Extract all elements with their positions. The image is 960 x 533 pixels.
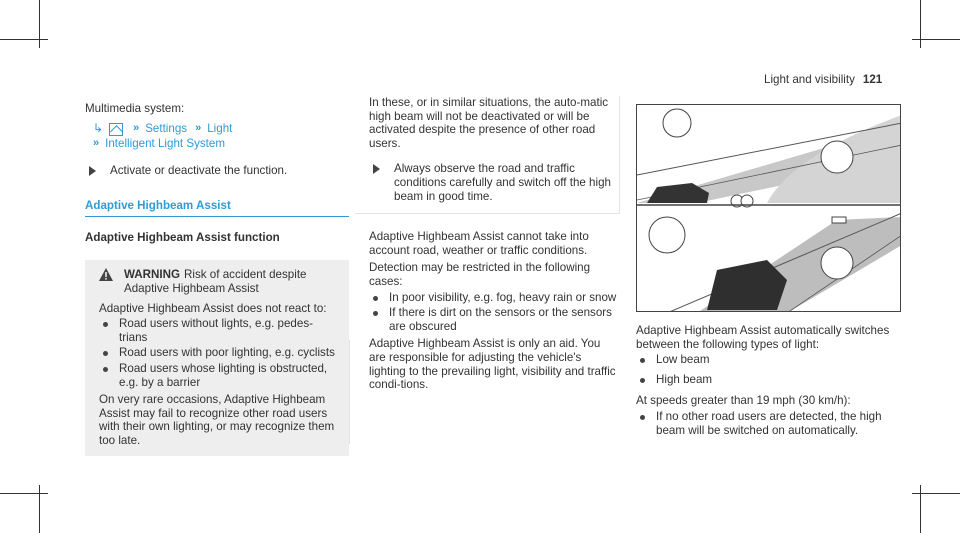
list-item-text: Road users with poor lighting, e.g. cyclists [119, 346, 335, 360]
enter-arrow-icon: ↳ [93, 121, 104, 136]
column-3 [636, 324, 901, 437]
step-instruction [85, 164, 349, 178]
tip-text: Always observe the road and traffic conditions carefully and switch off the high beam in good time. [394, 162, 611, 203]
double-chevron-icon: » [195, 122, 202, 135]
list-item-text: Road users without lights, e.g. pedes-trians [119, 317, 313, 344]
paragraph: Adaptive Highbeam Assist is only an aid. You are responsible for adjusting the vehicle's lighting to the prevailing light, visibility and traffic condi-tions. [369, 337, 616, 392]
triangle-step-icon [373, 164, 380, 174]
menu-path-2 [93, 137, 349, 152]
path-settings: Settings [145, 122, 188, 136]
bullet [640, 415, 645, 420]
warning-title: Risk of accident despite Adaptive Highbeam Assist [124, 268, 307, 295]
warning-body: Adaptive Highbeam Assist does not react to: [99, 301, 327, 315]
warning-triangle-icon [99, 268, 113, 281]
list-item [636, 410, 901, 437]
list-item-text: If there is dirt on the sensors or the sensors are obscured [389, 306, 612, 333]
list-item [369, 306, 620, 333]
list-item [99, 346, 341, 360]
warning-footer: On very rare occasions, Adaptive Highbeam Assist may fail to recognize other road users with their own lighting, or may recognize them too late. [99, 393, 335, 447]
list-item [369, 291, 620, 305]
page-number: 121 [862, 73, 883, 86]
crop-mark [912, 493, 960, 494]
list-item-text: High beam [656, 372, 713, 386]
speed-list [636, 410, 901, 437]
paragraph: At speeds greater than 19 mph (30 km/h): [636, 394, 851, 408]
list-item [636, 353, 901, 367]
intro-text: Multimedia system: [85, 102, 185, 115]
warning-list [99, 317, 341, 389]
tip-instruction [369, 162, 611, 203]
highbeam-illustration [636, 104, 901, 312]
continuation-text: In these, or in similar situations, the auto-matic high beam will not be deactivated or will be activated despite the presence of other road users. [369, 96, 609, 150]
bullet [373, 311, 378, 316]
list-item-text: Low beam [656, 353, 710, 367]
list-item [99, 317, 341, 344]
header-section: Light and visibility [764, 73, 855, 86]
section-title: Adaptive Highbeam Assist [85, 199, 349, 217]
path-intelligent-light: Intelligent Light System [105, 137, 225, 151]
detection-list [369, 291, 620, 334]
column-2 [355, 96, 620, 392]
bullet [103, 351, 108, 356]
light-types-list [636, 353, 901, 386]
crop-mark [0, 39, 48, 40]
warning-header [99, 268, 341, 295]
list-item-text: If no other road users are detected, the high beam will be switched on automatically. [656, 409, 882, 437]
crop-mark [39, 0, 40, 48]
warning-box [85, 260, 349, 455]
column-divider [349, 340, 350, 444]
step-text: Activate or deactivate the function. [110, 163, 288, 177]
paragraph: Adaptive Highbeam Assist cannot take into account road, weather or traffic conditions. [369, 230, 589, 257]
crop-mark [0, 493, 48, 494]
double-chevron-icon: » [133, 122, 140, 135]
double-chevron-icon: » [93, 137, 100, 150]
list-item [636, 373, 901, 387]
bullet [373, 296, 378, 301]
warning-label: WARNING [124, 268, 181, 282]
bullet [103, 322, 108, 327]
bullet [103, 367, 108, 372]
paragraph: Adaptive Highbeam Assist automatically switches between the following types of light: [636, 324, 890, 351]
column-2-body [355, 230, 620, 392]
triangle-step-icon [89, 166, 96, 176]
paragraph: Detection may be restricted in the following cases: [369, 261, 591, 288]
column-1 [85, 92, 349, 456]
subsection-title: Adaptive Highbeam Assist function [85, 230, 280, 244]
warning-continuation [355, 96, 620, 214]
path-light: Light [207, 122, 233, 136]
menu-path [85, 122, 349, 137]
crop-mark [912, 39, 960, 40]
list-item [99, 362, 341, 389]
road-illustration [637, 105, 901, 312]
home-icon [109, 123, 123, 136]
crop-mark [920, 0, 921, 48]
list-item-text: Road users whose lighting is obstructed, e.g. by a barrier [119, 361, 328, 389]
bullet [640, 358, 645, 363]
running-header [764, 73, 882, 87]
bullet [640, 378, 645, 383]
list-item-text: In poor visibility, e.g. fog, heavy rain or snow [389, 290, 617, 304]
